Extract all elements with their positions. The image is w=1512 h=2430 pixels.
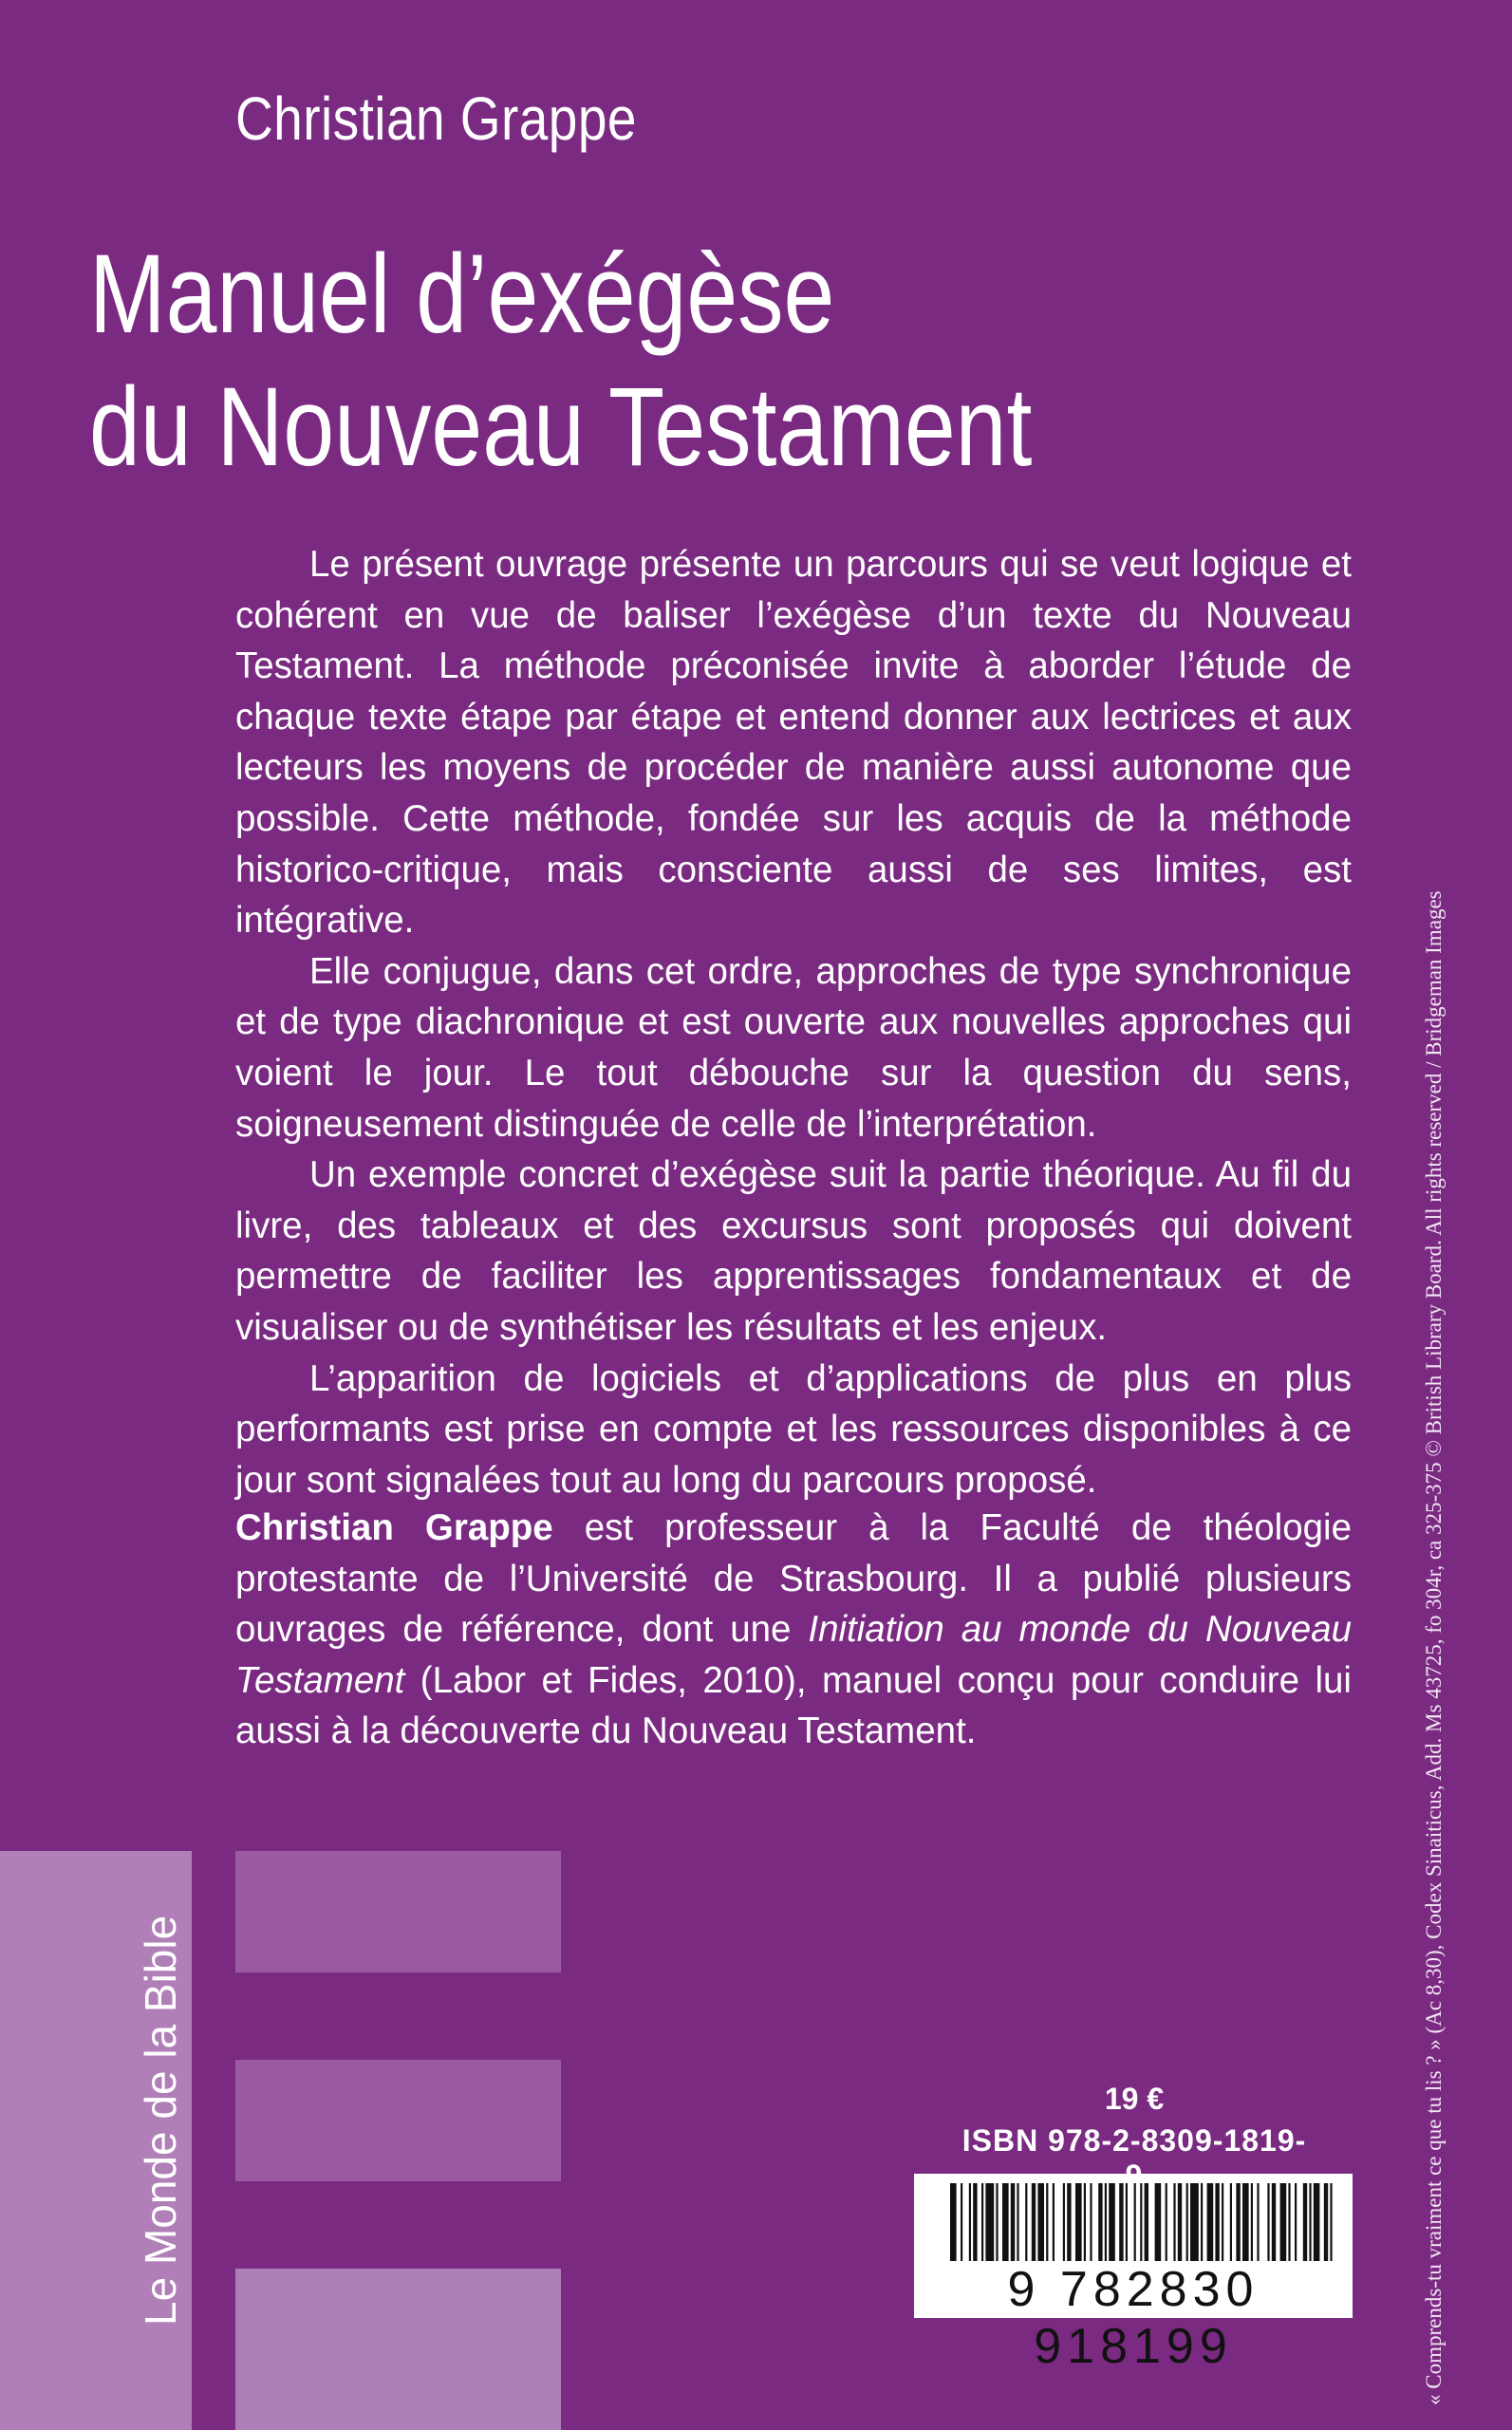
barcode-bar [1309, 2183, 1311, 2261]
summary [235, 539, 1352, 1505]
decorative-block-3 [235, 2269, 561, 2430]
barcode-bar [1280, 2183, 1287, 2261]
barcode-bar [1084, 2183, 1086, 2261]
barcode-bar [1017, 2183, 1018, 2261]
barcode-bar [981, 2183, 983, 2261]
title-line-2: du Nouveau Testament [89, 364, 1033, 490]
bio-text-1: est professeur à la Faculté de théologie protestante de l’Université de Strasbourg. Il a publié plusieurs ouvrages de référence, dont une [235, 1507, 1352, 1651]
barcode-bar [961, 2183, 962, 2261]
barcode-bar [1037, 2183, 1044, 2261]
barcode-bar [1178, 2183, 1182, 2261]
barcode-bar [1134, 2183, 1136, 2261]
summary-paragraph-3: Un exemple concret d’exégèse suit la partie théorique. Au fil du livre, des tableaux et des excursus sont proposés qui doivent permettre de faciliter les apprentissages fondamentaux et de visualiser ou de synthétiser les résultats et les enjeux. [235, 1154, 1352, 1348]
title-line-1: Manuel d’exégèse [89, 232, 835, 357]
barcode-bar [1032, 2183, 1036, 2261]
bio-name: Christian Grappe [235, 1507, 553, 1548]
summary-paragraph-4: L’apparition de logiciels et d’applications de plus en plus performants est prise en compte et les ressources disponibles à ce jour sont signalées tout au long du parcours proposé. [235, 1357, 1352, 1501]
barcode-bar [1303, 2183, 1307, 2261]
barcode-bar [1090, 2183, 1092, 2261]
barcode-bar [1330, 2183, 1332, 2261]
barcode-bar [1140, 2183, 1142, 2261]
barcode-bar [1075, 2183, 1082, 2261]
barcode-bar [1063, 2183, 1065, 2261]
barcode-bar [1236, 2183, 1240, 2261]
book-title [89, 228, 1032, 494]
barcode-bar [1288, 2183, 1290, 2261]
author-name: Christian Grappe [235, 84, 637, 153]
barcode-bar [1207, 2183, 1214, 2261]
isbn: ISBN 978-2-8309-1819- [961, 2123, 1307, 2158]
barcode-bar [1166, 2183, 1167, 2261]
barcode-bar [1126, 2183, 1128, 2261]
barcode-bar [1201, 2183, 1203, 2261]
price: 19 € [1104, 2082, 1165, 2116]
barcode-bar [1173, 2183, 1175, 2261]
author-bio [235, 1503, 1352, 1757]
bio-book-title: Initiation au monde du Nouveau Testament [235, 1609, 1352, 1701]
barcode-bar [1053, 2183, 1055, 2261]
barcode-bar [1155, 2183, 1162, 2261]
barcode-bar [1046, 2183, 1048, 2261]
barcode-bar [1109, 2183, 1115, 2261]
decorative-block-2 [235, 2060, 561, 2181]
barcode-bar [1025, 2183, 1027, 2261]
barcode-bar [1267, 2183, 1269, 2261]
barcode-bar [950, 2183, 957, 2261]
barcode-bar [1067, 2183, 1071, 2261]
barcode-bar [1186, 2183, 1188, 2261]
barcode-bar [1119, 2183, 1123, 2261]
barcode-bar [1295, 2183, 1297, 2261]
barcode-bar [1011, 2183, 1015, 2261]
barcode-bar [1222, 2183, 1223, 2261]
barcode-bar [985, 2183, 994, 2261]
barcode-bar [1251, 2183, 1253, 2261]
barcode-bar [969, 2183, 971, 2261]
barcode-bar [1242, 2183, 1249, 2261]
barcode-bar [1105, 2183, 1107, 2261]
barcode-bar [1230, 2183, 1232, 2261]
barcode-bar [1324, 2183, 1328, 2261]
barcode-bar [996, 2183, 998, 2261]
barcode-number: 9 782830 918199 [1007, 2262, 1260, 2374]
image-credit: « Comprends-tu vraiment ce que tu lis ? » (Ac 8,30), Codex Sinaiticus, Add. Ms 43725, fo 304r, ca 325-375 © British Library Board. All rights reserved / Bridgeman Images [1422, 890, 1446, 2405]
series-name: Le Monde de la Bible [136, 1915, 185, 2326]
barcode-bar [1190, 2183, 1199, 2261]
barcode-bar [1145, 2183, 1148, 2261]
summary-paragraph-2: Elle conjugue, dans cet ordre, approches de type synchronique et de type diachronique et est ouverte aux nouvelles approches qui voient le jour. Le tout débouche sur la question du sens, soigneusement distinguée de celle de l’interprétation. [235, 950, 1352, 1145]
barcode-bar [1098, 2183, 1102, 2261]
summary-paragraph-1: Le présent ouvrage présente un parcours qui se veut logique et cohérent en vue de baliser l’exégèse d’un texte du Nouveau Testament. La méthode préconisée invite à aborder l’étude de chaque texte étape par étape et entend donner aux lectrices et aux lecteurs les moyens de procéder de manière aussi autonome que possible. Cette méthode, fondée sur les acquis de la méthode historico-critique, mais consciente aussi de ses limites, est intégrative. [235, 544, 1352, 942]
barcode-bar [973, 2183, 977, 2261]
barcode-bar [1257, 2183, 1259, 2261]
barcode-bar [1314, 2183, 1320, 2261]
barcode-bar [1002, 2183, 1009, 2261]
barcode-bar [1272, 2183, 1276, 2261]
decorative-block-1 [235, 1851, 561, 1972]
barcode [914, 2174, 1353, 2374]
bio-text-2: (Labor et Fides, 2010), manuel conçu pour conduire lui aussi à la découverte du Nouveau Testament. [235, 1659, 1352, 1752]
barcode-bar [1215, 2183, 1219, 2261]
